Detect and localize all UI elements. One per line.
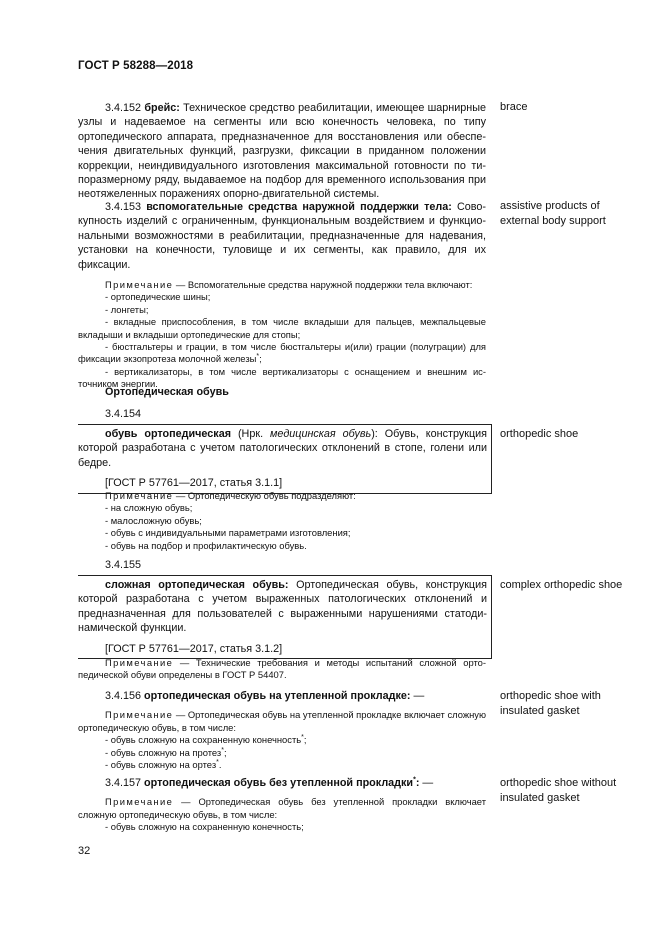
list-item-text: - обувь сложную на ортез [105, 759, 217, 771]
note-text: — Ортопедическая обувь на утепленной прокладке включает сложную ортопедическую обувь, в том числе: [78, 709, 486, 733]
footnote-mark: * [413, 776, 416, 784]
note-label: Примечание [105, 490, 174, 501]
list-item: - обувь сложную на сохраненную конечность; [105, 821, 304, 833]
term-colon: : [415, 777, 420, 789]
entry-source: [ГОСТ Р 57761—2017, статья 3.1.2] [105, 642, 283, 655]
entry-3-4-156 [78, 689, 486, 771]
entry-definition-text: Совокупность изделий с ограниченным, функциональным воздействием и функциональными возможностями в реабилитации, предназначенные для надевания, установки на конечности, туловище и их сегменты, как правило, для их фиксации. [78, 201, 487, 271]
list-item: - обувь с индивидуальными параметрами изготовления; [105, 527, 351, 539]
list-item: - вкладные приспособления, в том числе вкладыши для пальцев, межпальцевые вкладыши и вкладыши ортопедические для стопы; [78, 316, 486, 340]
entry-term: ортопедическая обувь без утепленной прокладки [144, 777, 414, 789]
entry-number: 3.4.157 [105, 777, 142, 789]
note-text: — Технические требования и методы испытаний сложной ортопедической обуви определены в ГОСТ Р 54407. [78, 657, 486, 681]
list-item: - бюстгальтеры и грации, в том числе бюстгальтеры и(или) грации (полуграции) для фиксации экзопротеза молочной железы*; [78, 341, 486, 365]
list-item [78, 759, 486, 771]
list-item: - вертикализаторы, в том числе вертикализаторы с оснащением и внешним источником энергии. [78, 365, 486, 390]
section-heading [78, 386, 486, 398]
standard-header: ГОСТ Р 58288—2018 [78, 60, 194, 72]
note [78, 796, 486, 821]
entry-term: ортопедическая обувь на утепленной прокладке: [144, 690, 411, 702]
footnote-mark: * [256, 353, 260, 361]
entry-number: 3.4.155 [105, 559, 142, 571]
entry-number-line [78, 558, 486, 572]
entry-term: вспомогательные средства наружной поддержки тела: [146, 201, 452, 213]
list-item: - ортопедические шины; [105, 291, 211, 303]
entry-definition-text: Техническое средство реабилитации, имеющее шарнирные узлы и надеваемое на сегменты или всю конечность человека, по типу ортопедического аппарата, предназначенное для восстановления или обеспечения двигательных функций, разгрузки, фиксации в приданном положении коррекции, неиндивидуального изготовления максимальной готовности по типоразмерному ряду, выдаваемое на подбор для временного использования при неотяжеленных поражениях опорно-двигательной системы. [78, 102, 487, 201]
note-text: — Вспомогательные средства наружной поддержки тела включают: [173, 279, 473, 291]
note [78, 490, 486, 502]
entry-definition [78, 776, 486, 790]
list-item [78, 734, 486, 746]
entry-term: брейс: [144, 102, 180, 114]
list-item: - на сложную обувь; [105, 502, 193, 514]
list-item: - лонгеты; [105, 303, 149, 315]
footnote-mark: * [216, 758, 219, 766]
list-item-text: - обувь сложную на протез [105, 746, 222, 758]
entry-3-4-152 [78, 101, 486, 202]
english-equivalent: orthopedic shoe with insulated gasket [500, 690, 601, 717]
note [78, 279, 486, 291]
entry-definition [78, 427, 487, 470]
list-item-end: ; [223, 746, 227, 758]
note-text: — Ортопедическая обувь без утепленной прокладки включает сложную ортопедическую обувь, в том числе: [78, 796, 486, 820]
entry-definition-text: ): Обувь, конструкция которой разработана с учетом патологических отклонений в стопе, голени или бедре. [78, 428, 488, 469]
entry-definition-text: Ортопедическая обувь, конструкция которой разработана с учетом выраженных патологических отклонений и предназначенная для пользователей с выраженными нарушениями статодинамической функции. [78, 579, 487, 635]
note [78, 657, 486, 682]
note-text: — Ортопедическую обувь подразделяют: [173, 490, 356, 501]
entry-number: 3.4.152 [105, 102, 142, 114]
entry-3-4-157 [78, 776, 486, 834]
note-3-4-155 [78, 657, 486, 682]
entry-definition [78, 101, 486, 202]
list-item-end: . [218, 759, 222, 771]
note [78, 709, 486, 734]
entry-3-4-153 [78, 200, 486, 391]
entry-number: 3.4.154 [105, 408, 142, 420]
footnote-mark: * [301, 734, 304, 742]
entry-number: 3.4.153 [105, 201, 142, 213]
entry-definition [78, 578, 487, 636]
list-item-text: - бюстгальтеры и грации, в том числе бюстгальтеры и(или) грации (полуграции) для фиксации экзопротеза молочной железы [78, 341, 486, 365]
entry-number: 3.4.156 [105, 690, 142, 702]
entry-number-line [78, 407, 486, 421]
entry-definition [78, 200, 486, 272]
note-label: Примечание [105, 657, 174, 668]
section-title: Ортопедическая обувь [105, 386, 229, 398]
list-item-text: - обувь сложную на сохраненную конечность [105, 734, 302, 746]
english-equivalent: brace [500, 101, 528, 113]
list-item: - обувь на подбор и профилактическую обувь. [105, 539, 307, 551]
entry-source: [ГОСТ Р 57761—2017, статья 3.1.1] [105, 477, 283, 490]
entry-term: сложная ортопедическая обувь: [105, 579, 289, 591]
note-label: Примечание [105, 796, 174, 808]
entry-definition [78, 689, 486, 703]
page-number: 32 [78, 845, 91, 857]
entry-dash: — [410, 690, 425, 702]
list-item: - малосложную обувь; [105, 514, 202, 526]
entry-term: обувь ортопедическая [105, 428, 231, 440]
english-equivalent: complex orthopedic shoe [500, 579, 623, 591]
note-3-4-154 [78, 490, 486, 552]
english-equivalent: assistive products of external body support [500, 200, 606, 227]
term-box-3-4-154 [78, 424, 492, 494]
list-item [78, 747, 486, 759]
note-label: Примечание [105, 279, 174, 291]
term-box-3-4-155 [78, 575, 492, 659]
english-equivalent: orthopedic shoe without insulated gasket [500, 777, 617, 804]
list-item-end: ; [303, 734, 307, 746]
note-label: Примечание [105, 709, 174, 721]
entry-dash: — [419, 777, 434, 789]
term-open: (Нрк. [231, 428, 271, 440]
deprecated-term: медицинская обувь [270, 428, 372, 440]
footnote-mark: * [221, 746, 224, 754]
english-equivalent: orthopedic shoe [500, 428, 579, 440]
